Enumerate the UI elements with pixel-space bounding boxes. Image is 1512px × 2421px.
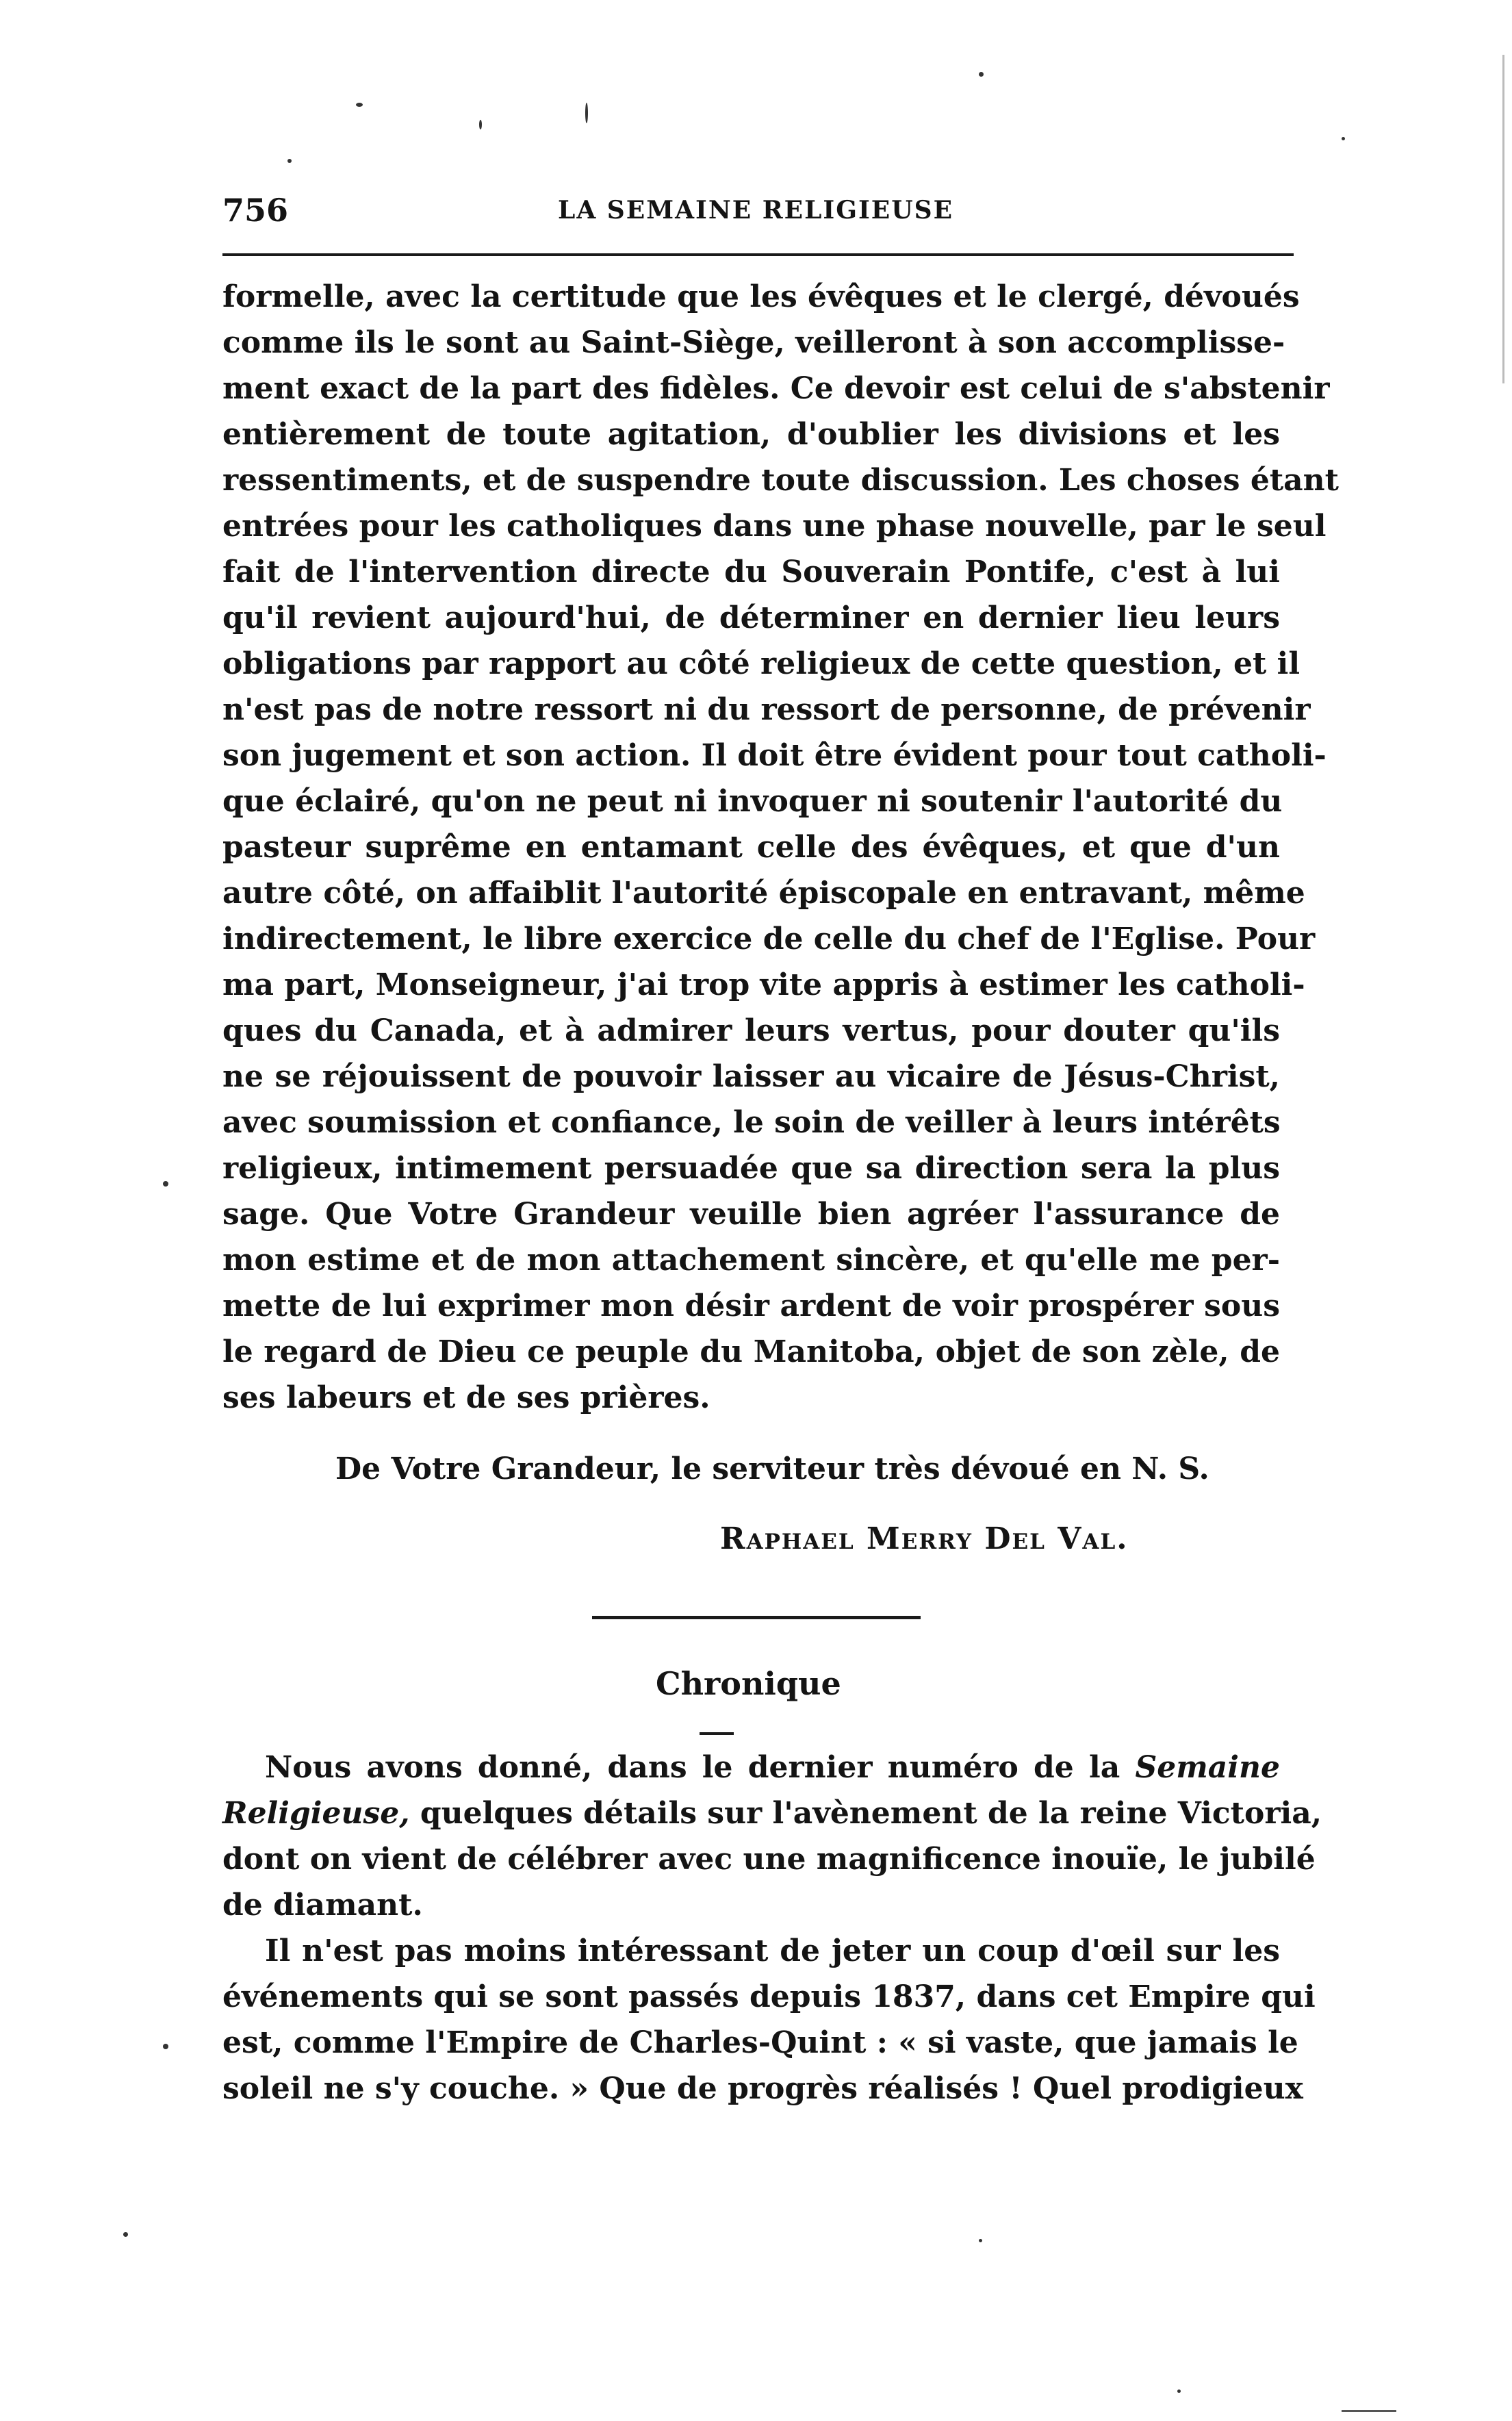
scan-speck bbox=[979, 72, 984, 77]
text-line: son jugement et son action. Il doit être évident pour tout catholi- bbox=[222, 738, 1327, 773]
text-line bbox=[222, 1745, 1280, 1790]
text-line: ne se réjouissent de pouvoir laisser au vicaire de Jésus-Christ, bbox=[222, 1059, 1280, 1094]
text-line: que éclairé, qu'on ne peut ni invoquer ni soutenir l'autorité du bbox=[222, 784, 1283, 819]
scan-speck bbox=[979, 2239, 982, 2242]
scan-speck bbox=[1177, 2390, 1181, 2393]
scan-speck bbox=[287, 159, 292, 163]
italic-title: Religieuse, bbox=[222, 1796, 410, 1831]
text-line: sage. Que Votre Grandeur veuille bien agréer l'assurance de bbox=[222, 1197, 1280, 1232]
text-line: ques du Canada, et à admirer leurs vertus, pour douter qu'ils bbox=[222, 1013, 1280, 1048]
running-head: LA SEMAINE RELIGIEUSE bbox=[558, 196, 954, 225]
text-line: qu'il revient aujourd'hui, de déterminer en dernier lieu leurs bbox=[222, 600, 1280, 635]
scan-speck bbox=[479, 120, 482, 129]
text-segment: Nous avons donné, dans le dernier numéro de la bbox=[265, 1750, 1120, 1785]
text-line: soleil ne s'y couche. » Que de progrès réalisés ! Quel prodigieux bbox=[222, 2071, 1303, 2106]
text-line: mette de lui exprimer mon désir ardent de voir prospérer sous bbox=[222, 1289, 1280, 1323]
scan-mark bbox=[1342, 2410, 1396, 2412]
text-line: dont on vient de célébrer avec une magnificence inouïe, le jubilé bbox=[222, 1842, 1316, 1877]
text-line: n'est pas de notre ressort ni du ressort de personne, de prévenir bbox=[222, 692, 1311, 727]
text-line: fait de l'intervention directe du Souverain Pontife, c'est à lui bbox=[222, 555, 1280, 590]
scan-speck bbox=[163, 1181, 168, 1187]
text-line: est, comme l'Empire de Charles-Quint : « si vaste, que jamais le bbox=[222, 2025, 1298, 2060]
page-number: 756 bbox=[222, 192, 289, 229]
text-line: le regard de Dieu ce peuple du Manitoba, objet de son zèle, de bbox=[222, 1334, 1280, 1369]
chronique-body bbox=[222, 1745, 1322, 2112]
text-line: ment exact de la part des fidèles. Ce devoir est celui de s'abstenir bbox=[222, 371, 1330, 406]
section-title: Chronique bbox=[656, 1665, 841, 1702]
text-line: pasteur suprême en entamant celle des évêques, et que d'un bbox=[222, 830, 1280, 865]
text-line: Il n'est pas moins intéressant de jeter un coup d'œil sur les bbox=[265, 1934, 1280, 1968]
text-line: autre côté, on affaiblit l'autorité épiscopale en entravant, même bbox=[222, 876, 1305, 911]
text-line: formelle, avec la certitude que les évêques et le clergé, dévoués bbox=[222, 279, 1300, 314]
title-dash bbox=[700, 1732, 734, 1735]
page-header bbox=[222, 192, 1294, 233]
scan-speck bbox=[123, 2232, 128, 2237]
section-divider bbox=[592, 1616, 921, 1619]
text-line: entièrement de toute agitation, d'oublier les divisions et les bbox=[222, 417, 1280, 452]
scan-speck bbox=[1342, 137, 1345, 140]
text-line: ressentiments, et de suspendre toute discussion. Les choses étant bbox=[222, 463, 1339, 498]
scan-speck bbox=[356, 103, 363, 107]
header-rule bbox=[222, 253, 1294, 256]
closing-salutation: De Votre Grandeur, le serviteur très dévoué en N. S. bbox=[335, 1452, 1209, 1486]
text-line bbox=[222, 1790, 1322, 1836]
text-line: ses labeurs et de ses prières. bbox=[222, 1380, 710, 1415]
margin-edge bbox=[1502, 55, 1504, 383]
text-line: comme ils le sont au Saint-Siège, veilleront à son accomplisse- bbox=[222, 325, 1285, 360]
text-segment: quelques détails sur l'avènement de la reine Victoria, bbox=[420, 1796, 1322, 1831]
signature: Raphael Merry Del Val. bbox=[720, 1521, 1129, 1556]
scan-speck bbox=[585, 103, 588, 123]
italic-title: Semaine bbox=[1135, 1750, 1280, 1785]
scan-speck bbox=[163, 2044, 168, 2049]
text-line: événements qui se sont passés depuis 1837, dans cet Empire qui bbox=[222, 1979, 1316, 2014]
text-line: obligations par rapport au côté religieux de cette question, et il bbox=[222, 646, 1300, 681]
letter-body bbox=[222, 274, 1339, 1421]
text-line: mon estime et de mon attachement sincère, et qu'elle me per- bbox=[222, 1243, 1280, 1278]
text-line: ma part, Monseigneur, j'ai trop vite appris à estimer les catholi- bbox=[222, 967, 1305, 1002]
text-line: de diamant. bbox=[222, 1888, 423, 1923]
text-line: indirectement, le libre exercice de celle du chef de l'Eglise. Pour bbox=[222, 922, 1316, 956]
text-line: entrées pour les catholiques dans une phase nouvelle, par le seul bbox=[222, 509, 1327, 544]
text-line: religieux, intimement persuadée que sa direction sera la plus bbox=[222, 1151, 1280, 1186]
text-line: avec soumission et confiance, le soin de veiller à leurs intérêts bbox=[222, 1105, 1281, 1140]
